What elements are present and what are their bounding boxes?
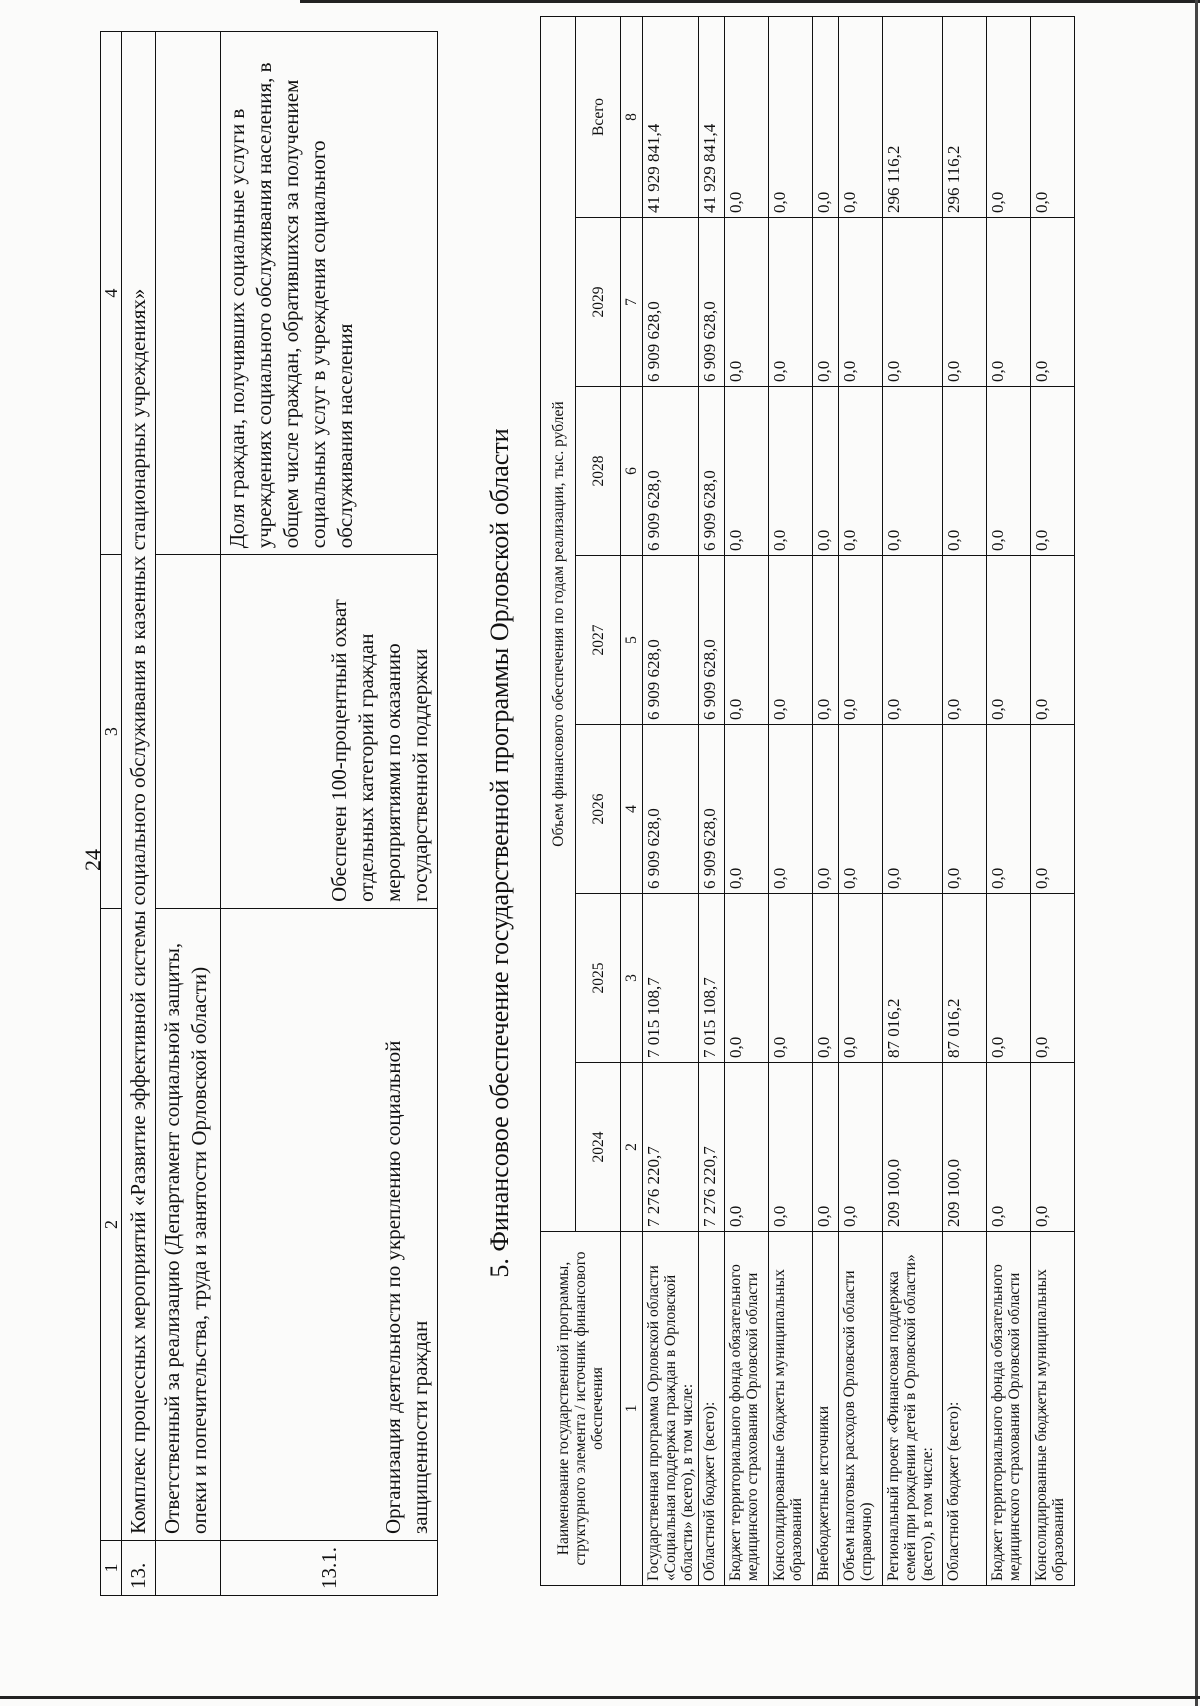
responsible-text: Ответственный за реализацию (Департамент социальной защиты, опеки и попечительства, труда и занятости Орловской области) xyxy=(156,908,221,1540)
empty-cell xyxy=(156,32,221,555)
value-cell: 0,0 xyxy=(725,556,769,725)
value-cell: 209 100,0 xyxy=(943,1063,987,1232)
value-cell: 7 015 108,7 xyxy=(699,894,725,1063)
page-number: 24 xyxy=(80,849,105,871)
value-cell: 0,0 xyxy=(813,894,839,1063)
value-cell: 0,0 xyxy=(943,556,987,725)
value-cell: 0,0 xyxy=(987,1063,1031,1232)
value-cell: 0,0 xyxy=(883,725,943,894)
year-header: 2024 xyxy=(576,1063,621,1232)
value-cell: 0,0 xyxy=(813,17,839,218)
value-cell: 0,0 xyxy=(725,387,769,556)
value-cell: 6 909 628,0 xyxy=(699,556,725,725)
row-name: Бюджет территориального фонда обязательного медицинского страхования Орловской области xyxy=(987,1232,1031,1586)
value-cell: 0,0 xyxy=(987,725,1031,894)
table-row xyxy=(725,17,769,1586)
value-cell: 0,0 xyxy=(883,387,943,556)
value-cell: 6 909 628,0 xyxy=(643,218,699,387)
value-cell: 296 116,2 xyxy=(943,17,987,218)
header-cell: 3 xyxy=(101,555,122,909)
header-cell: 1 xyxy=(101,1541,122,1596)
section-title: 5. Финансовое обеспечение государственной программы Орловской области xyxy=(485,428,514,1278)
column-number: 2 xyxy=(621,1063,643,1232)
year-header: 2025 xyxy=(576,894,621,1063)
value-cell: 0,0 xyxy=(839,894,883,1063)
value-cell: 0,0 xyxy=(725,17,769,218)
value-cell: 6 909 628,0 xyxy=(699,218,725,387)
value-cell: 87 016,2 xyxy=(883,894,943,1063)
header-cell: 4 xyxy=(101,32,122,555)
value-cell: 0,0 xyxy=(1031,387,1075,556)
year-header: 2026 xyxy=(576,725,621,894)
table-row xyxy=(813,17,839,1586)
table-row xyxy=(987,17,1031,1586)
value-cell: 6 909 628,0 xyxy=(699,725,725,894)
year-header: 2027 xyxy=(576,556,621,725)
complex-row xyxy=(122,32,156,1596)
value-cell: 0,0 xyxy=(813,725,839,894)
responsible-row xyxy=(156,32,221,1596)
value-cell: 7 015 108,7 xyxy=(643,894,699,1063)
value-cell: 0,0 xyxy=(839,725,883,894)
value-cell: 0,0 xyxy=(813,218,839,387)
value-cell: 0,0 xyxy=(725,218,769,387)
table-row xyxy=(883,17,943,1586)
value-cell: 0,0 xyxy=(1031,17,1075,218)
column-number: 3 xyxy=(621,894,643,1063)
value-cell: 6 909 628,0 xyxy=(643,556,699,725)
value-cell: 7 276 220,7 xyxy=(643,1063,699,1232)
year-header: Всего xyxy=(576,17,621,218)
value-cell: 41 929 841,4 xyxy=(643,17,699,218)
value-cell: 0,0 xyxy=(769,725,813,894)
value-cell: 0,0 xyxy=(769,556,813,725)
empty-cell xyxy=(156,555,221,909)
value-cell: 0,0 xyxy=(725,725,769,894)
row-name: Консолидированные бюджеты муниципальных образований xyxy=(769,1232,813,1586)
value-cell: 0,0 xyxy=(883,218,943,387)
value-cell: 0,0 xyxy=(1031,218,1075,387)
row-name: Консолидированные бюджеты муниципальных образований xyxy=(1031,1232,1075,1586)
header-cell: 2 xyxy=(101,908,122,1540)
column-number: 5 xyxy=(621,556,643,725)
value-cell: 7 276 220,7 xyxy=(699,1063,725,1232)
value-cell: 0,0 xyxy=(987,387,1031,556)
value-cell: 0,0 xyxy=(943,725,987,894)
value-cell: 0,0 xyxy=(839,387,883,556)
column-number: 8 xyxy=(621,17,643,218)
indicator-text: Доля граждан, получивших социальные услуги в учреждениях социального обслуживания населения, в общем числе граждан, обратившихся за получением социальных услуг в учреждения социального обслуживания населения xyxy=(221,32,438,555)
value-cell: 0,0 xyxy=(1031,894,1075,1063)
value-cell: 0,0 xyxy=(839,1063,883,1232)
column-number: 1 xyxy=(621,1232,643,1586)
value-cell: 0,0 xyxy=(1031,725,1075,894)
task-text: Организация деятельности по укреплению социальной защищенности граждан xyxy=(221,908,438,1540)
table-row xyxy=(943,17,987,1586)
program-measures-table xyxy=(100,31,438,1596)
value-cell: 0,0 xyxy=(987,218,1031,387)
value-cell: 0,0 xyxy=(943,218,987,387)
table-row xyxy=(699,17,725,1586)
task-row xyxy=(221,32,438,1596)
table-row xyxy=(839,17,883,1586)
column-number-row xyxy=(621,17,643,1586)
value-cell: 6 909 628,0 xyxy=(643,725,699,894)
value-cell: 0,0 xyxy=(987,894,1031,1063)
row-number: 13. xyxy=(122,1541,156,1596)
table-header-row xyxy=(541,17,576,1586)
value-cell: 0,0 xyxy=(839,556,883,725)
row-name: Объем налоговых расходов Орловской области (справочно) xyxy=(839,1232,883,1586)
table-row xyxy=(1031,17,1075,1586)
row-name: Государственная программа Орловской области «Социальная поддержка граждан в Орловской области» (всего), в том числе: xyxy=(643,1232,699,1586)
value-cell: 0,0 xyxy=(769,218,813,387)
value-cell: 0,0 xyxy=(725,1063,769,1232)
value-cell: 0,0 xyxy=(987,556,1031,725)
year-header: 2028 xyxy=(576,387,621,556)
row-name: Внебюджетные источники xyxy=(813,1232,839,1586)
volume-header: Объем финансового обеспечения по годам реализации, тыс. рублей xyxy=(541,17,576,1232)
row-number: 13.1. xyxy=(221,1541,438,1596)
column-number: 7 xyxy=(621,218,643,387)
value-cell: 0,0 xyxy=(943,387,987,556)
value-cell: 87 016,2 xyxy=(943,894,987,1063)
value-cell: 0,0 xyxy=(769,894,813,1063)
table-header-row xyxy=(101,32,122,1596)
complex-title: Комплекс процессных мероприятий «Развитие эффективной системы социального обслуживания в казенных стационарных учреждениях» xyxy=(122,32,156,1541)
value-cell: 0,0 xyxy=(1031,556,1075,725)
value-cell: 0,0 xyxy=(725,894,769,1063)
value-cell: 6 909 628,0 xyxy=(699,387,725,556)
value-cell: 296 116,2 xyxy=(883,17,943,218)
table-row xyxy=(643,17,699,1586)
value-cell: 41 929 841,4 xyxy=(699,17,725,218)
value-cell: 0,0 xyxy=(813,556,839,725)
value-cell: 0,0 xyxy=(769,17,813,218)
empty-cell xyxy=(156,1541,221,1596)
value-cell: 0,0 xyxy=(1031,1063,1075,1232)
value-cell: 6 909 628,0 xyxy=(643,387,699,556)
row-name: Областной бюджет (всего): xyxy=(699,1232,725,1586)
row-name: Областной бюджет (всего): xyxy=(943,1232,987,1586)
table-row xyxy=(769,17,813,1586)
column-number: 6 xyxy=(621,387,643,556)
value-cell: 0,0 xyxy=(883,556,943,725)
value-cell: 0,0 xyxy=(813,387,839,556)
value-cell: 0,0 xyxy=(769,387,813,556)
value-cell: 0,0 xyxy=(839,218,883,387)
financing-rows xyxy=(643,17,1075,1586)
row-name: Региональный проект «Финансовая поддержка семей при рождении детей в Орловской области» (всего), в том числе: xyxy=(883,1232,943,1586)
year-header: 2029 xyxy=(576,218,621,387)
financing-table xyxy=(540,16,1075,1586)
row-name: Бюджет территориального фонда обязательного медицинского страхования Орловской области xyxy=(725,1232,769,1586)
value-cell: 0,0 xyxy=(769,1063,813,1232)
column-number: 4 xyxy=(621,725,643,894)
value-cell: 0,0 xyxy=(839,17,883,218)
value-cell: 0,0 xyxy=(987,17,1031,218)
value-cell: 0,0 xyxy=(813,1063,839,1232)
name-header: Наименование государственной программы, структурного элемента / источник финансового обеспечения xyxy=(541,1232,621,1586)
value-cell: 209 100,0 xyxy=(883,1063,943,1232)
effect-text: Обеспечен 100-процентный охват отдельных категорий граждан мероприятиями по оказанию государственной поддержки xyxy=(221,555,438,909)
